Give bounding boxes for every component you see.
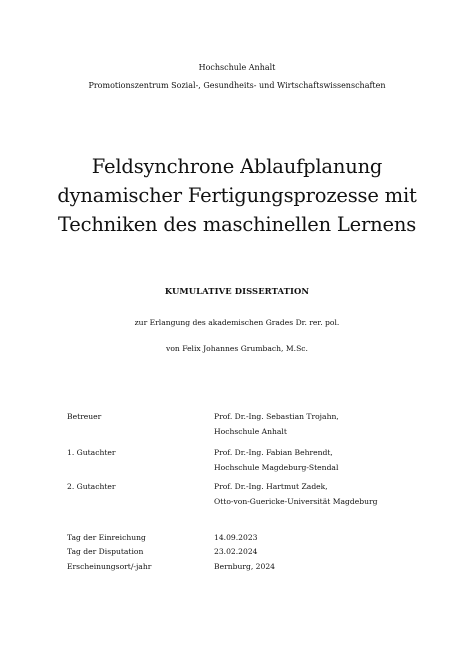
date-label: Erscheinungsort/-jahr — [67, 562, 152, 571]
committee-member-affiliation: Hochschule Anhalt — [214, 427, 287, 436]
committee-role: 2. Gutachter — [67, 482, 116, 491]
date-value: 23.02.2024 — [214, 547, 258, 556]
committee-member-name: Prof. Dr.-Ing. Fabian Behrendt, — [214, 448, 333, 457]
date-value: 14.09.2023 — [214, 533, 258, 542]
thesis-title — [0, 152, 474, 239]
institution-block — [0, 59, 474, 95]
committee-member-name: Prof. Dr.-Ing. Hartmut Zadek, — [214, 482, 328, 491]
thesis-title-line-3: Techniken des maschinellen Lernens — [57, 213, 417, 236]
author-line: von Felix Johannes Grumbach, M.Sc. — [166, 344, 308, 353]
thesis-title-line-1: Feldsynchrone Ablaufplanung — [91, 155, 383, 178]
dissertation-type: KUMULATIVE DISSERTATION — [164, 286, 310, 296]
committee-member-affiliation: Otto-von-Guericke-Universität Magdeburg — [214, 497, 378, 506]
thesis-title-line-2: dynamischer Fertigungsprozesse mit — [57, 184, 417, 207]
committee-role: Betreuer — [67, 412, 102, 421]
date-label: Tag der Disputation — [67, 547, 144, 556]
committee-member-name: Prof. Dr.-Ing. Sebastian Trojahn, — [214, 412, 339, 421]
university-name: Hochschule Anhalt — [198, 63, 276, 72]
date-value: Bernburg, 2024 — [214, 562, 275, 571]
committee-member-affiliation: Hochschule Magdeburg-Stendal — [214, 463, 339, 472]
date-label: Tag der Einreichung — [67, 533, 146, 542]
promotion-center-name: Promotionszentrum Sozial-, Gesundheits- und Wirtschaftswissenschaften — [88, 81, 386, 90]
degree-purpose: zur Erlangung des akademischen Grades Dr. rer. pol. — [134, 318, 340, 327]
committee-role: 1. Gutachter — [67, 448, 116, 457]
